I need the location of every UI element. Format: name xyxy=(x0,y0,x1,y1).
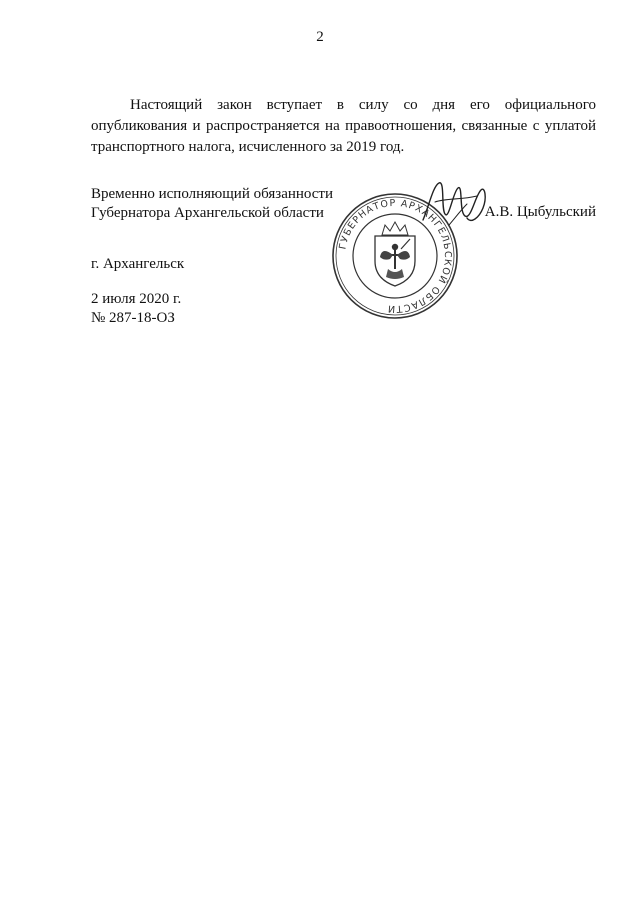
signer-title-line-1: Временно исполняющий обязанности xyxy=(91,186,334,202)
law-text-paragraph xyxy=(91,95,596,158)
signer-name: А.В. Цыбульский xyxy=(484,204,596,220)
paragraph-line-1: Настоящий закон вступает в силу со дня его официального xyxy=(130,97,596,113)
document-number: № 287-18-ОЗ xyxy=(91,310,175,326)
signer-title xyxy=(91,185,333,223)
place-of-signing: г. Архангельск xyxy=(91,256,185,272)
page-number: 2 xyxy=(316,29,324,45)
paragraph-line-2: опубликования и распространяется на правоотношения, связанные с уплатой xyxy=(91,118,596,134)
document-date: 2 июля 2020 г. xyxy=(91,291,182,307)
document-details xyxy=(91,290,181,328)
signer-title-line-2: Губернатора Архангельской области xyxy=(91,205,324,221)
paragraph-line-3: транспортного налога, исчисленного за 2019 год. xyxy=(91,139,405,155)
handwritten-signature-icon xyxy=(415,178,495,233)
seal-text: ГУБЕРНАТОР АРХАНГЕЛЬСКОЙ ОБЛАСТИ xyxy=(337,197,454,315)
